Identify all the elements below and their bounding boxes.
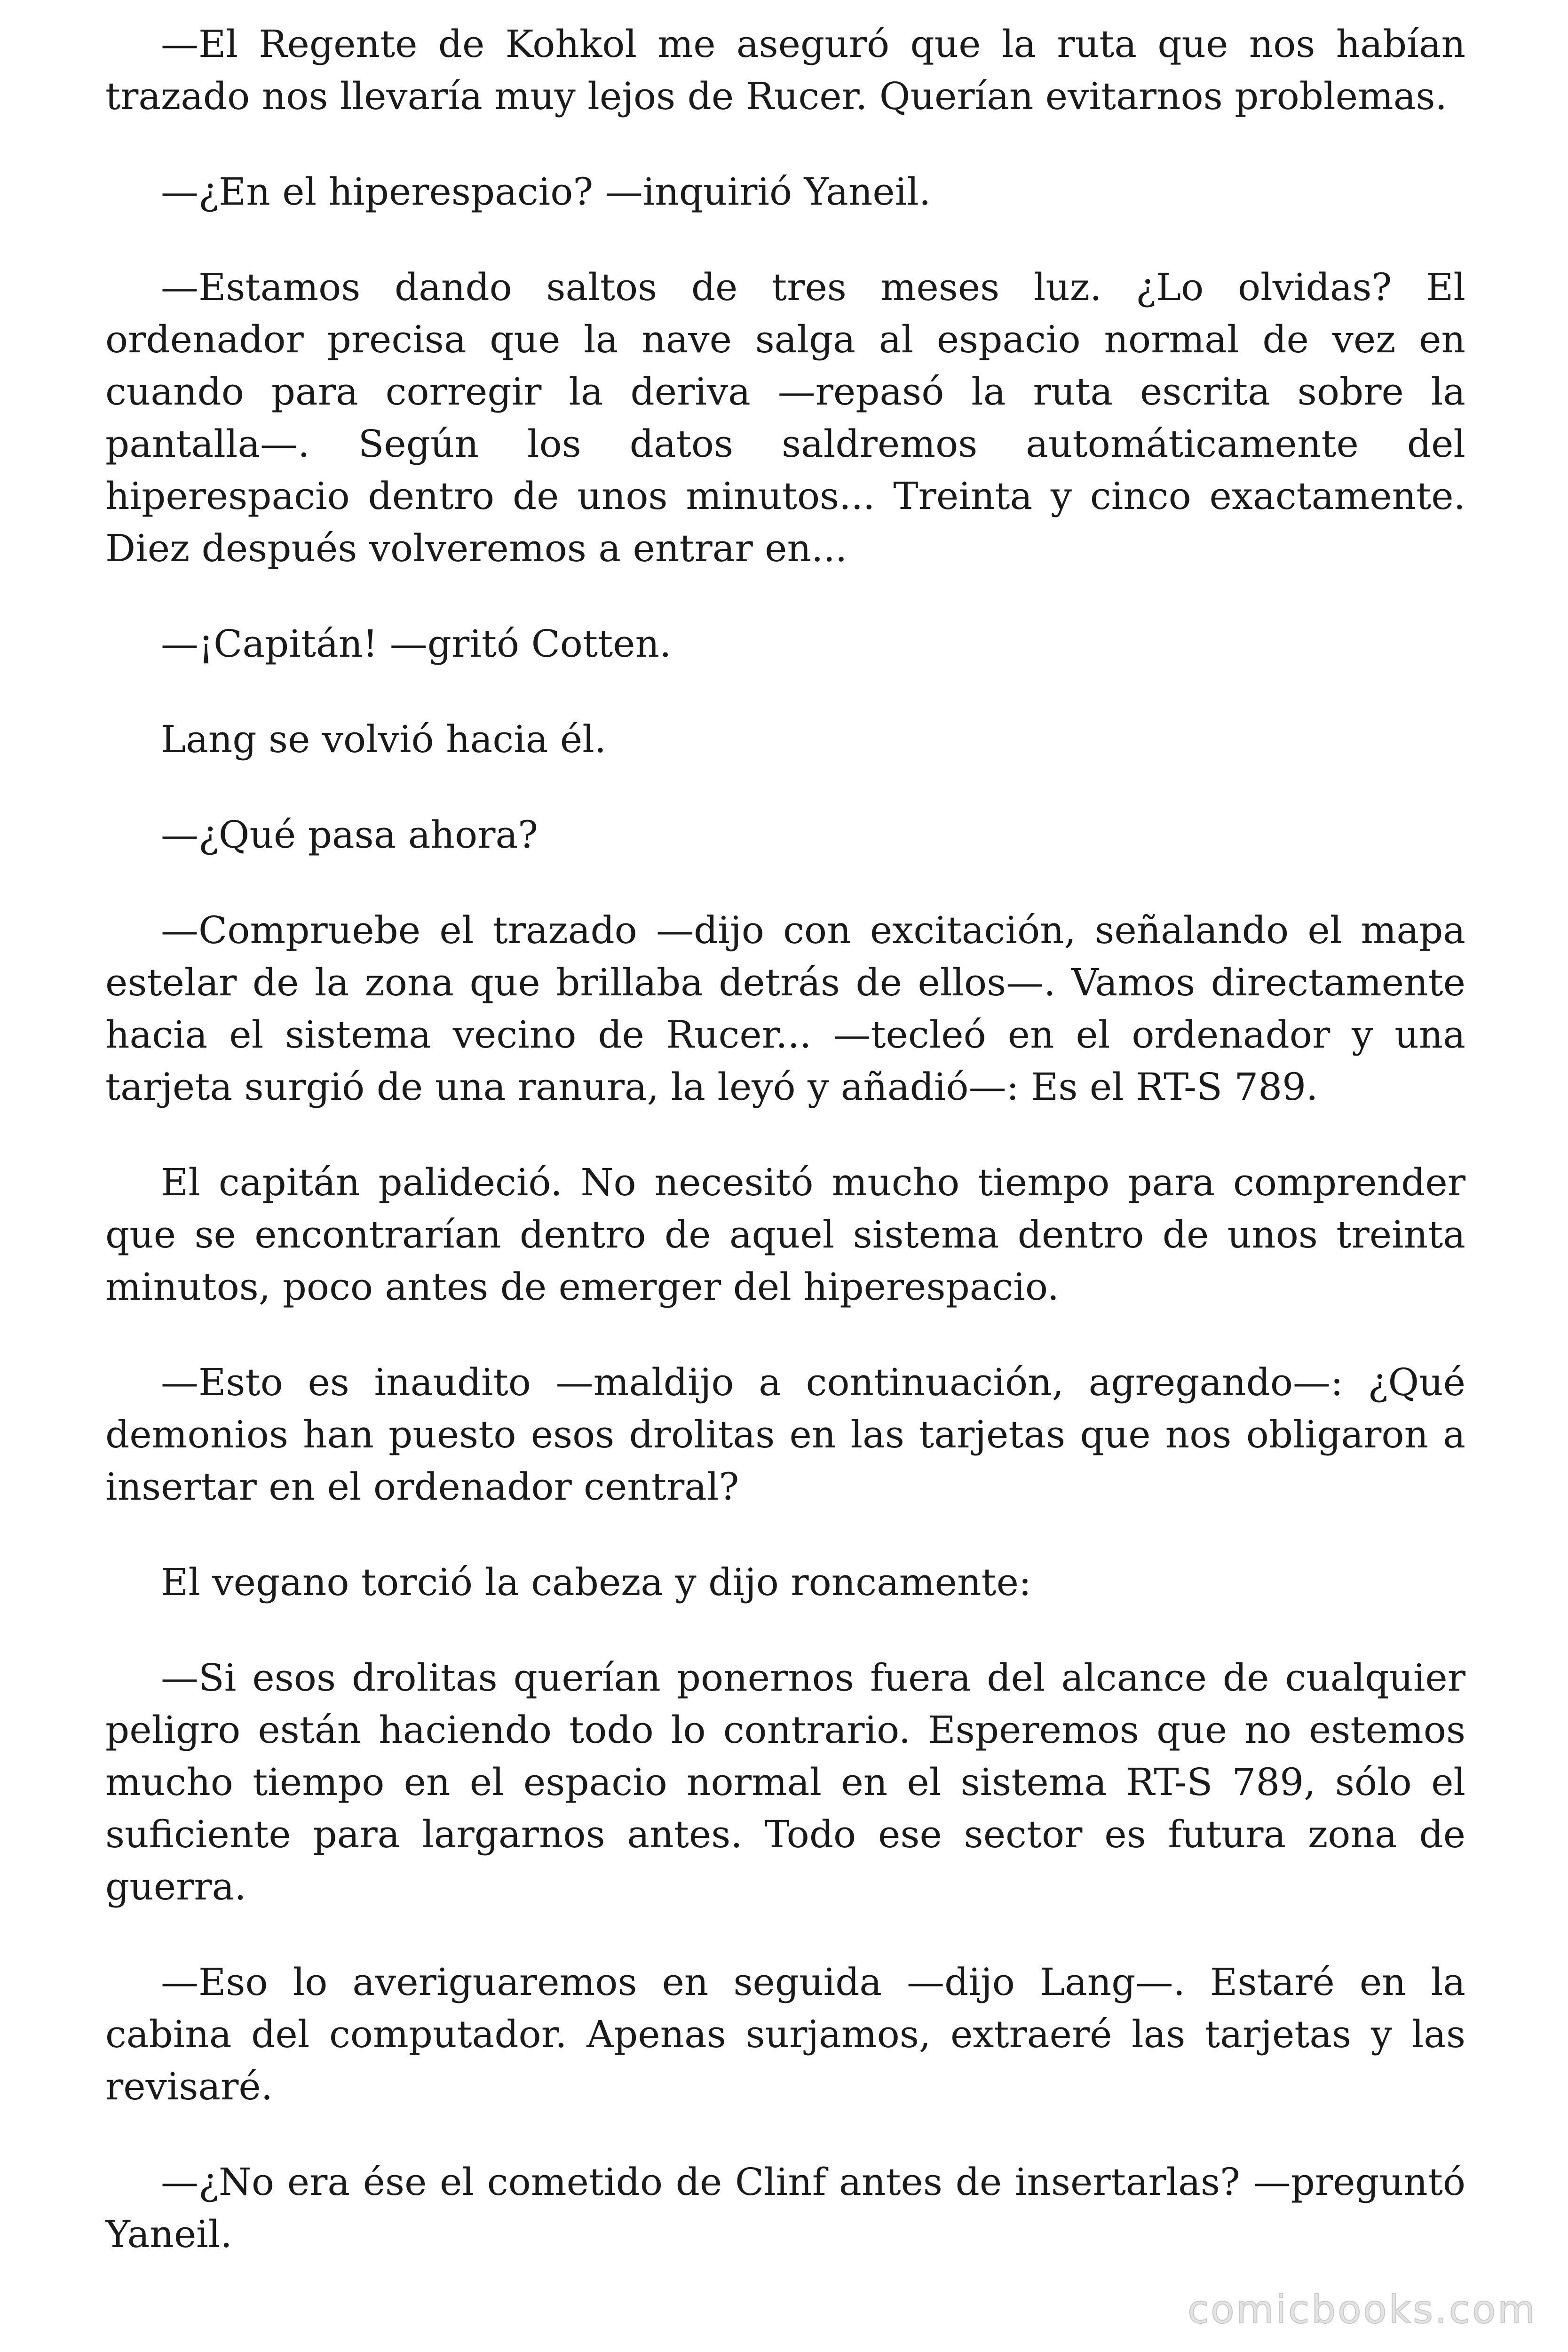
paragraph: —Compruebe el trazado —dijo con excitación, señalando el mapa estelar de la zona que brillaba detrás de ellos—. Vamos directamente hacia el sistema vecino de Rucer... —tecleó en el ordenador y una tarjeta surgió de una ranura, la leyó y añadió—: Es el RT-S 789.: [105, 908, 1465, 1109]
paragraph: El vegano torció la cabeza y dijo roncamente:: [161, 1560, 1031, 1604]
paragraph: —¿En el hiperespacio? —inquirió Yaneil.: [161, 170, 931, 214]
watermark: comicbooks.com: [1188, 2288, 1537, 2332]
paragraph: —¿No era ése el cometido de Clinf antes de insertarlas? —preguntó Yaneil.: [105, 2160, 1465, 2256]
paragraph: —Eso lo averiguaremos en seguida —dijo Lang—. Estaré en la cabina del computador. Apenas surjamos, extraeré las tarjetas y las revisaré.: [105, 1960, 1465, 2108]
paragraph: Lang se volvió hacia él.: [161, 717, 607, 761]
paragraph: —Esto es inaudito —maldijo a continuación, agregando—: ¿Qué demonios han puesto esos drolitas en las tarjetas que nos obligaron a insertar en el ordenador central?: [105, 1360, 1465, 1509]
paragraph: —Si esos drolitas querían ponernos fuera del alcance de cualquier peligro están haciendo todo lo contrario. Esperemos que no estemos mucho tiempo en el espacio normal en el sistema RT-S 789, sólo el suficiente para largarnos antes. Todo ese sector es futura zona de guerra.: [105, 1656, 1465, 1908]
paragraph: El capitán palideció. No necesitó mucho tiempo para comprender que se encontrarían dentro de aquel sistema dentro de unos treinta minutos, poco antes de emerger del hiperespacio.: [105, 1160, 1465, 1309]
book-page-text: [105, 18, 1465, 2260]
paragraph: —¡Capitán! —gritó Cotten.: [161, 622, 672, 666]
paragraph: —Estamos dando saltos de tres meses luz. ¿Lo olvidas? El ordenador precisa que la nave salga al espacio normal de vez en cuando para corregir la deriva —repasó la ruta escrita sobre la pantalla—. Según los datos saldremos automáticamente del hiperespacio dentro de unos minutos... Treinta y cinco exactamente. Diez después volveremos a entrar en...: [105, 265, 1465, 570]
paragraph: —¿Qué pasa ahora?: [161, 813, 539, 857]
paragraph: —El Regente de Kohkol me aseguró que la ruta que nos habían trazado nos llevaría muy lejos de Rucer. Querían evitarnos problemas.: [105, 22, 1465, 118]
